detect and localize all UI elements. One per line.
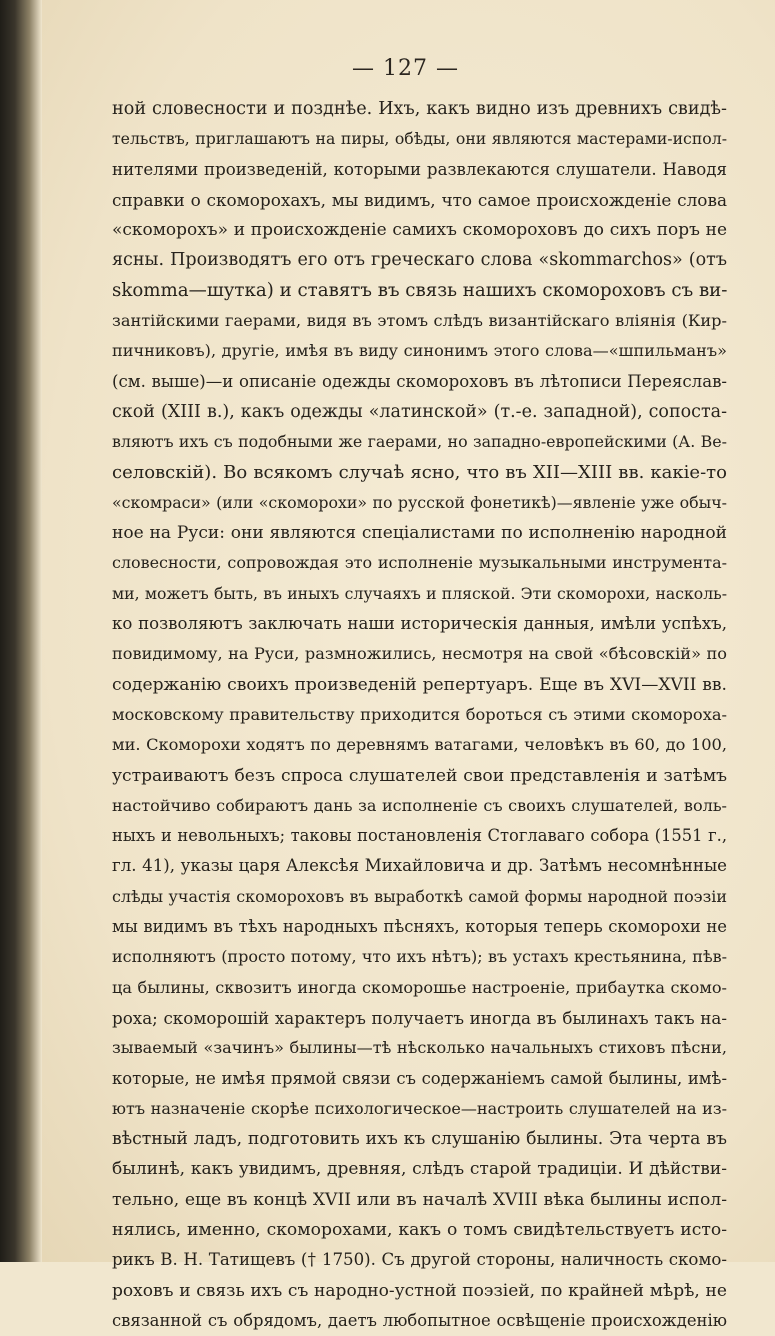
- text-line: содержанію своихъ произведеній репертуаръ. Еще въ XVI—XVII вв.: [112, 674, 727, 695]
- text-line: «скомраси» (или «скоморохи» по русской фонетикѣ)—явленіе уже обыч-: [112, 492, 727, 512]
- text-line: ской (XIII в.), какъ одежды «латинской» (т.-е. западной), сопоста-: [112, 401, 727, 422]
- text-line: рикъ В. Н. Татищевъ († 1750). Съ другой стороны, наличность скомо-: [112, 1250, 727, 1270]
- text-line: которые, не имѣя прямой связи съ содержаніемъ самой былины, имѣ-: [112, 1068, 727, 1088]
- text-line: настойчиво собираютъ дань за исполненіе съ своихъ слушателей, воль-: [112, 795, 727, 815]
- text-line: «скоморохъ» и происхожденіе самихъ скомороховъ до сихъ поръ не: [112, 220, 727, 241]
- text-line: skomma—шутка) и ставятъ въ связь нашихъ скомороховъ съ ви-: [112, 279, 727, 301]
- page-number: — 127 —: [352, 56, 459, 81]
- text-line: словесности, сопровождая это исполненіе музыкальными инструмента-: [112, 553, 727, 573]
- text-line: былинѣ, какъ увидимъ, древняя, слѣдъ старой традиціи. И дѣйстви-: [112, 1159, 727, 1180]
- text-line: ютъ назначеніе скорѣе психологическое—настроить слушателей на из-: [112, 1098, 727, 1118]
- body-text: [112, 94, 727, 1336]
- text-line: зантійскими гаерами, видя въ этомъ слѣдъ византійскаго вліянія (Кир-: [112, 311, 727, 331]
- text-line: (см. выше)—и описаніе одежды скомороховъ въ лѣтописи Переяслав-: [112, 371, 727, 391]
- text-line: повидимому, на Руси, размножились, несмотря на свой «бѣсовскій» по: [112, 644, 727, 664]
- text-line: вѣстный ладъ, подготовить ихъ къ слушанію былины. Эта черта въ: [112, 1129, 727, 1150]
- text-line: зываемый «зачинъ» былины—тѣ нѣсколько начальныхъ стиховъ пѣсни,: [112, 1038, 727, 1058]
- text-line: тельно, еще въ концѣ XVII или въ началѣ XVIII вѣка былины испол-: [112, 1189, 727, 1210]
- book-binding-shadow: [0, 0, 42, 1262]
- text-line: гл. 41), указы царя Алексѣя Михайловича и др. Затѣмъ несомнѣнные: [112, 856, 727, 876]
- text-line: селовскій). Во всякомъ случаѣ ясно, что въ XII—XIII вв. какіе-то: [112, 461, 727, 483]
- text-line: роховъ и связь ихъ съ народно-устной поэзіей, по крайней мѣрѣ, не: [112, 1280, 727, 1301]
- text-line: устраиваютъ безъ спроса слушателей свои представленія и затѣмъ: [112, 765, 727, 786]
- text-line: справки о скоморохахъ, мы видимъ, что самое происхожденіе слова: [112, 189, 727, 210]
- text-line: нялись, именно, скоморохами, какъ о томъ свидѣтельствуетъ исто-: [112, 1219, 727, 1240]
- text-line: ныхъ и невольныхъ; таковы постановленія Стоглаваго собора (1551 г.,: [112, 826, 727, 846]
- text-line: ми, можетъ быть, въ иныхъ случаяхъ и пляской. Эти скоморохи, насколь-: [112, 583, 727, 603]
- text-line: пичниковъ), другіе, имѣя въ виду синонимъ этого слова—«шпильманъ»: [112, 341, 727, 361]
- text-line: вляютъ ихъ съ подобными же гаерами, но западно-европейскими (А. Ве-: [112, 432, 727, 452]
- text-line: исполняютъ (просто потому, что ихъ нѣтъ); въ устахъ крестьянина, пѣв-: [112, 947, 727, 967]
- text-line: ко позволяютъ заключать наши историческія данныя, имѣли успѣхъ,: [112, 614, 727, 634]
- text-line: ца былины, сквозитъ иногда скоморошье настроеніе, прибаутка скомо-: [112, 977, 727, 997]
- text-line: ное на Руси: они являются спеціалистами по исполненію народной: [112, 523, 727, 544]
- text-line: роха; скоморошій характеръ получаетъ иногда въ былинахъ такъ на-: [112, 1007, 727, 1028]
- text-line: ясны. Производятъ его отъ греческаго слова «skommarchos» (отъ: [112, 250, 727, 271]
- text-line: ной словесности и позднѣе. Ихъ, какъ видно изъ древнихъ свидѣ-: [112, 99, 727, 119]
- text-line: ми. Скоморохи ходятъ по деревнямъ ватагами, человѣкъ въ 60, до 100,: [112, 735, 727, 755]
- text-line: слѣды участія скомороховъ въ выработкѣ самой формы народной поэзіи: [112, 886, 727, 906]
- text-line: тельствъ, приглашаютъ на пиры, обѣды, они являются мастерами-испол-: [112, 129, 727, 149]
- text-line: связанной съ обрядомъ, даетъ любопытное освѣщеніе происхожденію: [112, 1310, 727, 1330]
- text-line: нителями произведеній, которыми развлекаются слушатели. Наводя: [112, 159, 727, 179]
- text-line: мы видимъ въ тѣхъ народныхъ пѣсняхъ, которыя теперь скоморохи не: [112, 917, 727, 937]
- text-line: московскому правительству приходится бороться съ этими скомороха-: [112, 704, 727, 724]
